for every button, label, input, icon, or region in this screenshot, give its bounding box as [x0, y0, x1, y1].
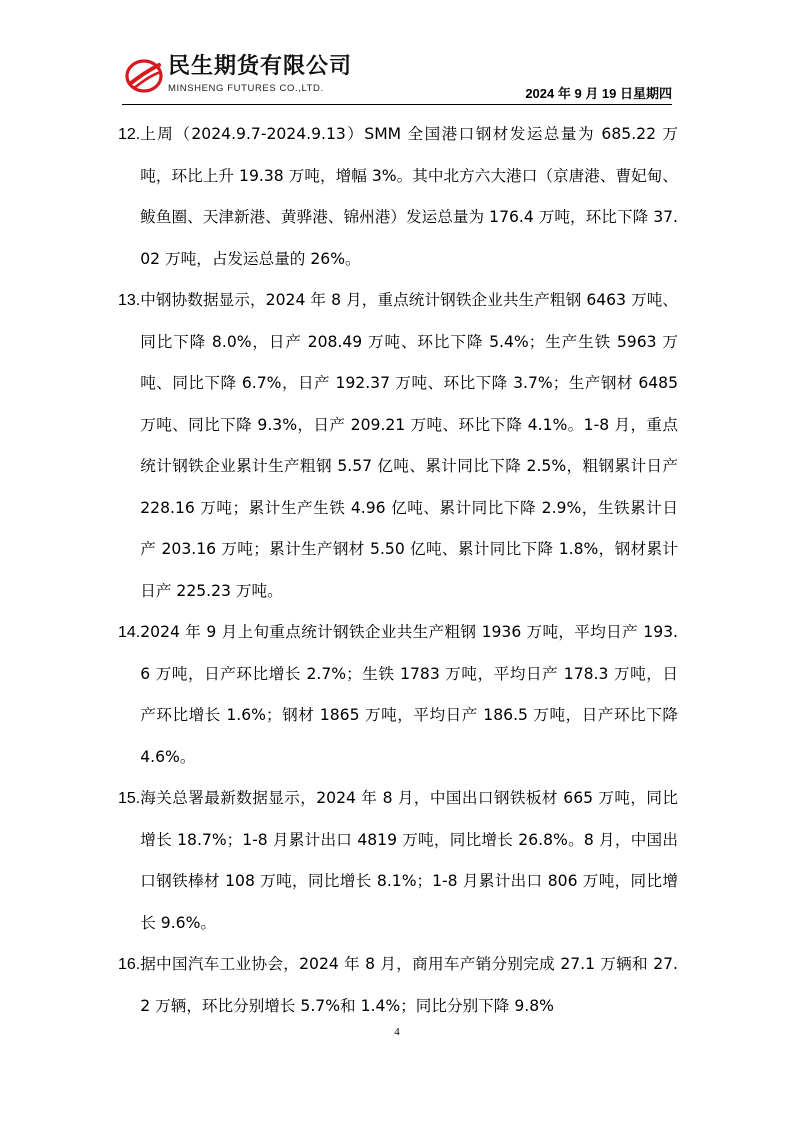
header-divider [122, 104, 672, 105]
list-item [118, 114, 678, 280]
page-header [122, 54, 672, 104]
item-text: 上周（2024.9.7-2024.9.13）SMM 全国港口钢材发运总量为 685.22 万吨，环比上升 19.38 万吨，增幅 3%。其中北方六大港口（京唐港、曹妃甸、鲅鱼圈、天津新港、黄骅港、锦州港）发运总量为 176.4 万吨，环比下降 37.02 万吨，占发运总量的 26%。 [140, 125, 678, 268]
item-text: 据中国汽车工业协会，2024 年 8 月，商用车产销分别完成 27.1 万辆和 27.2 万辆，环比分别增长 5.7%和 1.4%；同比分别下降 9.8% [140, 955, 678, 1015]
list-item [118, 612, 678, 778]
company-name-en: MINSHENG FUTURES CO.,LTD. [168, 83, 324, 94]
item-number: 14. [118, 624, 141, 641]
list-item [118, 944, 678, 1027]
item-number: 12. [118, 126, 141, 143]
item-text: 海关总署最新数据显示，2024 年 8 月，中国出口钢铁板材 665 万吨，同比增长 18.7%；1-8 月累计出口 4819 万吨，同比增长 26.8%。8 月，中国出口钢铁棒材 108 万吨，同比增长 8.1%；1-8 月累计出口 806 万吨，同比增长 9.6%。 [140, 789, 678, 932]
list-item [118, 778, 678, 944]
item-number: 16. [118, 956, 141, 973]
item-number: 15. [118, 790, 141, 807]
company-name-cn: 民生期货有限公司 [168, 54, 353, 79]
news-list [118, 114, 678, 1027]
minsheng-logo-icon [125, 59, 163, 93]
page-number: 4 [394, 1026, 400, 1038]
list-item [118, 280, 678, 612]
item-text: 中钢协数据显示，2024 年 8 月，重点统计钢铁企业共生产粗钢 6463 万吨、同比下降 8.0%，日产 208.49 万吨、环比下降 5.4%；生产生铁 5963 万吨、同比下降 6.7%，日产 192.37 万吨、环比下降 3.7%；生产钢材 6485 万吨、同比下降 9.3%，日产 209.21 万吨、环比下降 4.1%。1-8 月，重点统计钢铁企业累计生产粗钢 5.57 亿吨、累计同比下降 2.5%，粗钢累计日产 228.16 万吨；累计生产生铁 4.96 亿吨、累计同比下降 2.9%，生铁累计日产 203.16 万吨；累计生产钢材 5.50 亿吨、累计同比下降 1.8%，钢材累计日产 225.23 万吨。 [140, 291, 678, 600]
item-number: 13. [118, 292, 141, 309]
item-text: 2024 年 9 月上旬重点统计钢铁企业共生产粗钢 1936 万吨，平均日产 193.6 万吨，日产环比增长 2.7%；生铁 1783 万吨，平均日产 178.3 万吨，日产环比增长 1.6%；钢材 1865 万吨，平均日产 186.5 万吨，日产环比下降 4.6%。 [140, 623, 678, 766]
report-date: 2024 年 9 月 19 日星期四 [525, 86, 672, 101]
